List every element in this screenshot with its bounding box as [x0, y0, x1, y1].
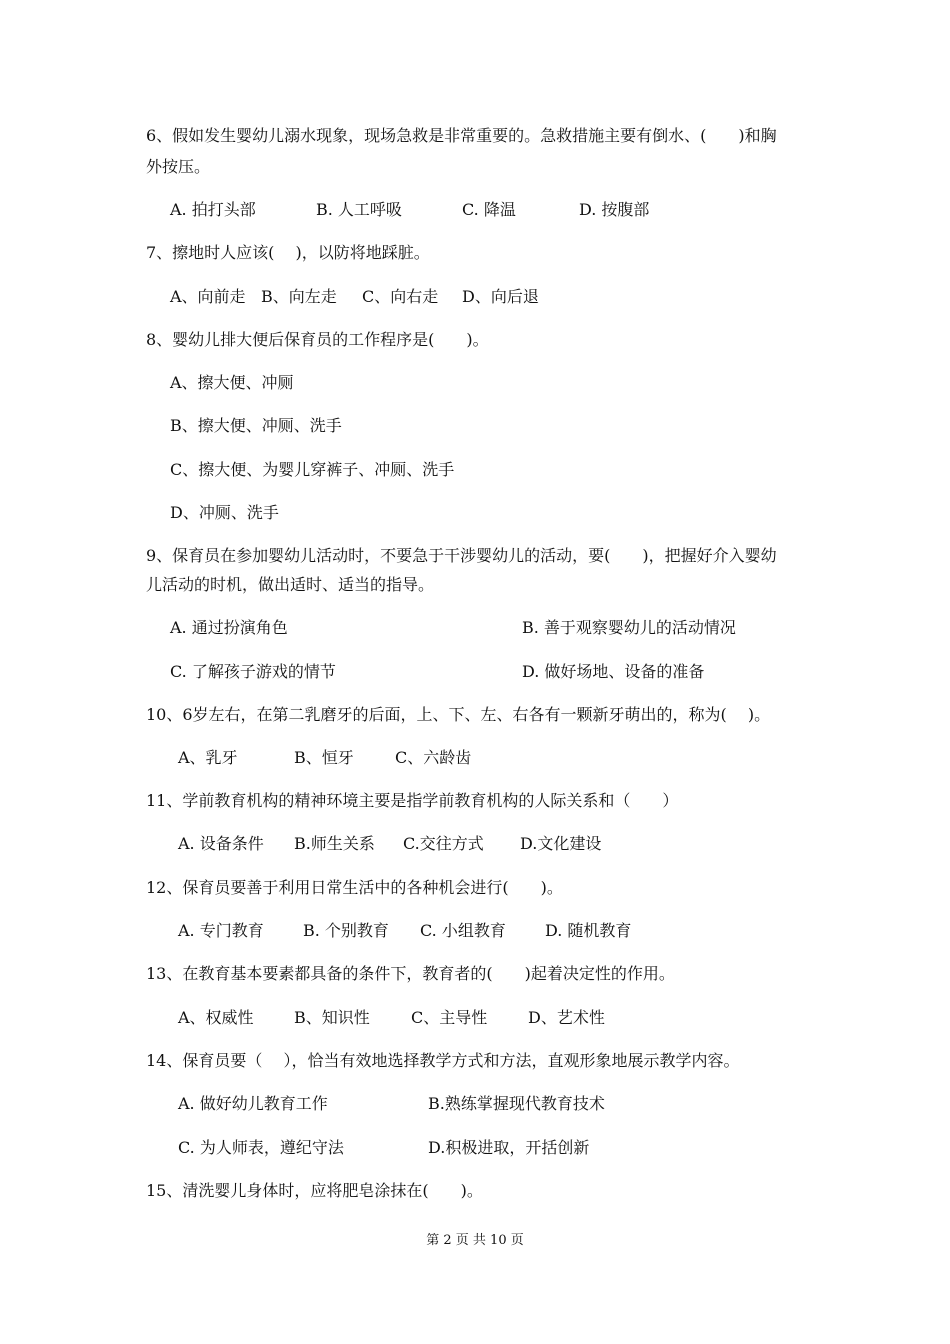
option-14b: B.熟练掌握现代教育技术 — [428, 1094, 605, 1113]
option-8d: D、冲厕、洗手 — [170, 503, 279, 522]
question-10-line-1: 10、6岁左右，在第二乳磨牙的后面，上、下、左、右各有一颗新牙萌出的，称为( )。 — [146, 705, 771, 724]
option-11c: C.交往方式 — [403, 834, 484, 853]
question-12-line-1: 12、保育员要善于利用日常生活中的各种机会进行( )。 — [146, 878, 563, 897]
option-7b: B、向左走 — [261, 287, 337, 306]
option-6b: B. 人工呼吸 — [316, 200, 402, 219]
question-13-line-1: 13、在教育基本要素都具备的条件下，教育者的( )起着决定性的作用。 — [146, 964, 675, 983]
option-13d: D、艺术性 — [528, 1008, 605, 1027]
option-12b: B. 个别教育 — [303, 921, 389, 940]
option-10a: A、乳牙 — [178, 748, 238, 767]
option-6a: A. 拍打头部 — [170, 200, 256, 219]
option-14a: A. 做好幼儿教育工作 — [178, 1094, 328, 1113]
question-6-line-1: 6、假如发生婴幼儿溺水现象，现场急救是非常重要的。急救措施主要有倒水、( )和胸 — [146, 126, 777, 145]
option-11b: B.师生关系 — [294, 834, 375, 853]
option-9b: B. 善于观察婴幼儿的活动情况 — [522, 618, 736, 637]
page-number: 第 2 页 共 10 页 — [426, 1233, 524, 1248]
option-8c: C、擦大便、为婴儿穿裤子、冲厕、洗手 — [170, 460, 455, 479]
option-9a: A. 通过扮演角色 — [170, 618, 288, 637]
question-7-line-1: 7、擦地时人应该( )，以防将地踩脏。 — [146, 243, 430, 262]
option-10b: B、恒牙 — [294, 748, 354, 767]
option-7a: A、向前走 — [170, 287, 246, 306]
option-7d: D、向后退 — [462, 287, 539, 306]
option-10c: C、六龄齿 — [395, 748, 472, 767]
option-9d: D. 做好场地、设备的准备 — [522, 662, 705, 681]
question-9-line-2: 儿活动的时机，做出适时、适当的指导。 — [146, 575, 435, 594]
option-13c: C、主导性 — [411, 1008, 488, 1027]
option-12c: C. 小组教育 — [420, 921, 506, 940]
option-13b: B、知识性 — [294, 1008, 370, 1027]
option-14c: C. 为人师表，遵纪守法 — [178, 1138, 344, 1157]
option-6d: D. 按腹部 — [579, 200, 650, 219]
option-11d: D.文化建设 — [520, 834, 602, 853]
option-13a: A、权威性 — [178, 1008, 254, 1027]
option-11a: A. 设备条件 — [178, 834, 264, 853]
option-12a: A. 专门教育 — [178, 921, 264, 940]
question-8-line-1: 8、婴幼儿排大便后保育员的工作程序是( )。 — [146, 330, 489, 349]
option-8b: B、擦大便、冲厕、洗手 — [170, 416, 342, 435]
option-14d: D.积极进取，开括创新 — [428, 1138, 590, 1157]
option-8a: A、擦大便、冲厕 — [170, 373, 294, 392]
option-7c: C、向右走 — [362, 287, 439, 306]
question-6-line-2: 外按压。 — [146, 157, 211, 176]
question-11-line-1: 11、学前教育机构的精神环境主要是指学前教育机构的人际关系和（ ） — [146, 791, 679, 810]
option-12d: D. 随机教育 — [545, 921, 632, 940]
question-14-line-1: 14、保育员要（ ），恰当有效地选择教学方式和方法，直观形象地展示教学内容。 — [146, 1051, 740, 1070]
option-9c: C. 了解孩子游戏的情节 — [170, 662, 336, 681]
question-9-line-1: 9、保育员在参加婴幼儿活动时，不要急于干涉婴幼儿的活动，要( )，把握好介入婴幼 — [146, 546, 777, 565]
question-15-line-1: 15、清洗婴儿身体时，应将肥皂涂抹在( )。 — [146, 1181, 483, 1200]
option-6c: C. 降温 — [462, 200, 516, 219]
